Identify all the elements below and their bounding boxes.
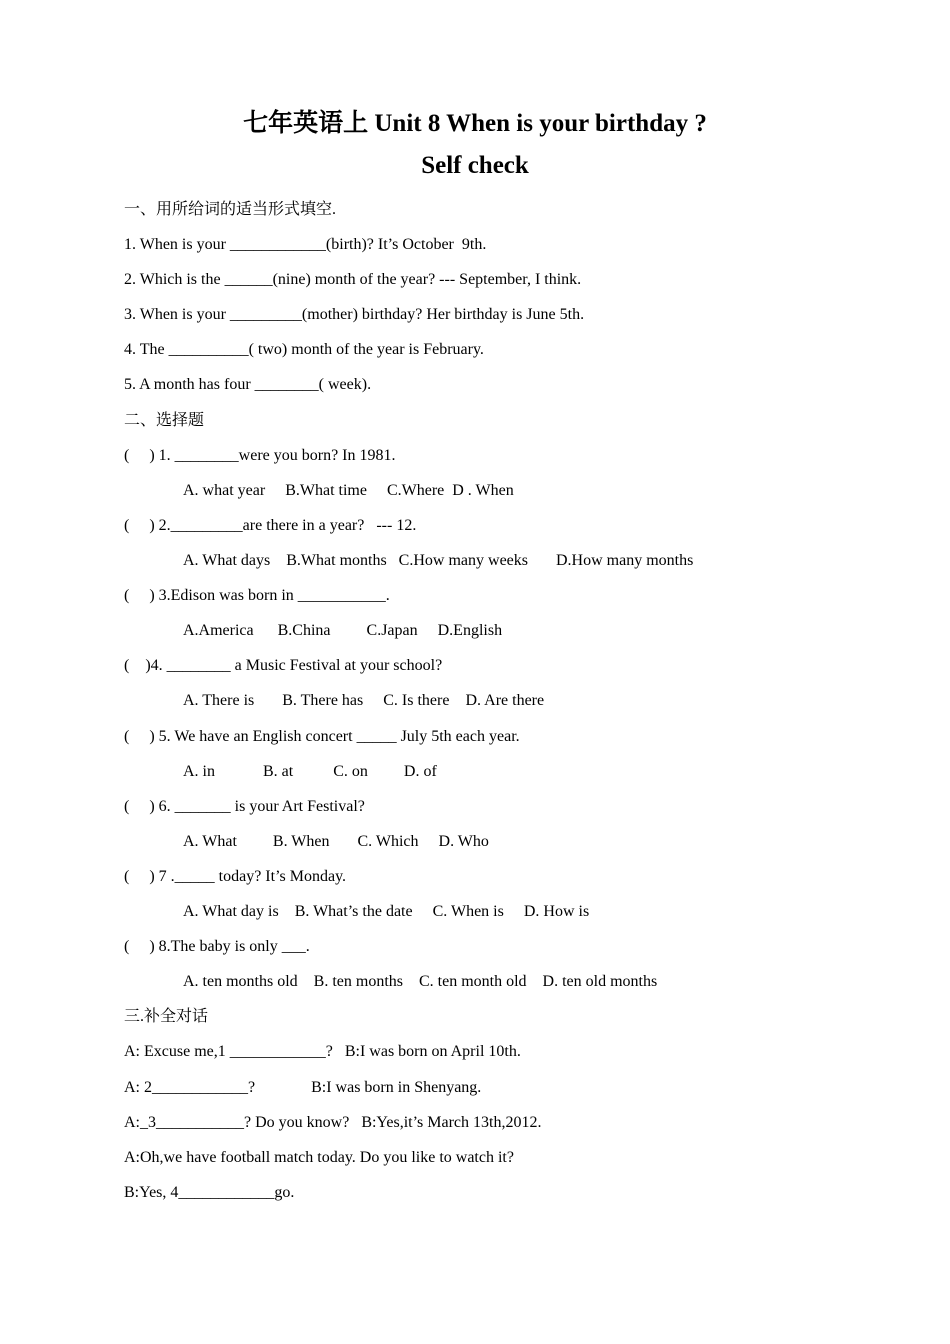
fill-blank-item: 4. The __________( two) month of the year is February. <box>124 341 484 358</box>
choice-question: ( )4. ________ a Music Festival at your school? <box>124 657 443 674</box>
choice-options: A. what year B.What time C.Where D . When <box>183 482 514 499</box>
choice-question: ( ) 3.Edison was born in ___________. <box>124 587 390 604</box>
choice-question: ( ) 5. We have an English concert _____ July 5th each year. <box>124 728 520 745</box>
dialogue-line: A: 2____________? B:I was born in Shenyang. <box>124 1079 482 1096</box>
dialogue-line: A:_3___________? Do you know? B:Yes,it’s March 13th,2012. <box>124 1114 542 1131</box>
worksheet-subtitle: Self check <box>421 152 529 179</box>
fill-blank-item: 2. Which is the ______(nine) month of the year? --- September, I think. <box>124 271 582 288</box>
choice-options: A. What days B.What months C.How many weeks D.How many months <box>183 552 694 569</box>
dialogue-line: B:Yes, 4____________go. <box>124 1184 295 1201</box>
dialogue-line: A:Oh,we have football match today. Do you like to watch it? <box>124 1149 514 1166</box>
section1-heading: 一、用所给词的适当形式填空. <box>124 201 337 218</box>
dialogue-line: A: Excuse me,1 ____________? B:I was born on April 10th. <box>124 1043 521 1060</box>
choice-question: ( ) 8.The baby is only ___. <box>124 938 310 955</box>
choice-options: A. There is B. There has C. Is there D. Are there <box>183 692 545 709</box>
fill-blank-item: 3. When is your _________(mother) birthday? Her birthday is June 5th. <box>124 306 585 323</box>
fill-blank-item: 1. When is your ____________(birth)? It’s October 9th. <box>124 236 487 253</box>
choice-options: A. ten months old B. ten months C. ten month old D. ten old months <box>183 973 658 990</box>
section2-heading: 二、选择题 <box>124 412 205 429</box>
choice-options: A. What day is B. What’s the date C. When is D. How is <box>183 903 590 920</box>
choice-question: ( ) 7 ._____ today? It’s Monday. <box>124 868 347 885</box>
choice-options: A. in B. at C. on D. of <box>183 763 437 780</box>
choice-question: ( ) 1. ________were you born? In 1981. <box>124 447 396 464</box>
choice-question: ( ) 2._________are there in a year? --- 12. <box>124 517 417 534</box>
section3-heading: 三.补全对话 <box>124 1008 209 1025</box>
fill-blank-item: 5. A month has four ________( week). <box>124 376 372 393</box>
choice-options: A.America B.China C.Japan D.English <box>183 622 503 639</box>
worksheet-title: 七年英语上 Unit 8 When is your birthday ? <box>243 110 707 137</box>
choice-question: ( ) 6. _______ is your Art Festival? <box>124 798 365 815</box>
choice-options: A. What B. When C. Which D. Who <box>183 833 489 850</box>
